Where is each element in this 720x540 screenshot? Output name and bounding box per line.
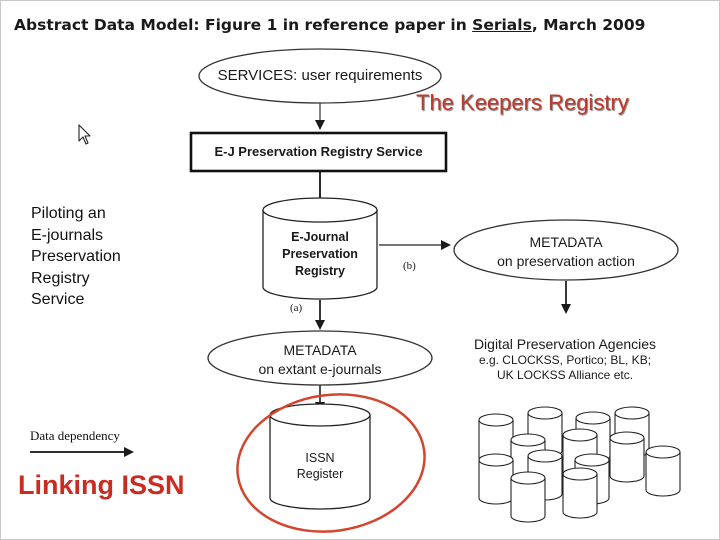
agencies-line-1: Digital Preservation Agencies	[473, 336, 657, 352]
meta-pres-line-1: METADATA	[529, 234, 603, 250]
meta-ext-line-1: METADATA	[283, 342, 357, 358]
database-cylinder-icon	[479, 454, 513, 504]
ejournal-line-2: Preservation	[282, 247, 358, 261]
side-line-4: Registry	[31, 269, 90, 287]
edge-label-b: (b)	[403, 260, 416, 272]
title-journal: Serials	[472, 16, 532, 34]
issn-line-1: ISSN	[305, 451, 335, 465]
edge-label-a: (a)	[290, 302, 303, 314]
metadata-extant-label	[220, 341, 420, 379]
database-cylinder-icon	[511, 472, 545, 522]
title-prefix: Abstract Data Model: Figure 1 in reference paper in	[14, 16, 473, 34]
mouse-pointer-icon	[78, 124, 92, 146]
side-line-2: E-journals	[31, 226, 104, 244]
database-cylinder-icon	[610, 432, 644, 482]
agencies-label	[460, 336, 670, 383]
issn-register-label	[270, 450, 370, 482]
side-text	[31, 203, 121, 311]
database-cluster	[479, 407, 680, 522]
legend-label: Data dependency	[30, 428, 120, 443]
registry-service-label: E-J Preservation Registry Service	[214, 144, 423, 159]
agencies-line-3: UK LOCKSS Alliance etc.	[496, 368, 634, 382]
metadata-preservation-label	[466, 233, 666, 271]
database-cylinder-icon	[646, 446, 680, 496]
side-line-5: Service	[31, 291, 85, 308]
meta-pres-line-2: on preservation action	[497, 253, 635, 269]
side-line-3: Preservation	[31, 248, 121, 265]
ejournal-registry-label	[263, 229, 377, 280]
linking-issn-label: Linking ISSN	[18, 470, 185, 500]
agencies-line-2: e.g. CLOCKSS, Portico; BL, KB;	[478, 353, 652, 367]
keepers-registry-label: The Keepers Registry	[416, 90, 629, 115]
database-cylinder-icon	[563, 468, 597, 518]
title-suffix: , March 2009	[531, 16, 646, 34]
ejournal-line-1: E-Journal	[291, 230, 349, 244]
meta-ext-line-2: on extant e-journals	[258, 361, 382, 377]
services-label: SERVICES: user requirements	[217, 67, 423, 84]
ejournal-line-3: Registry	[294, 264, 346, 278]
issn-line-2: Register	[296, 467, 344, 481]
side-line-1: Piloting an	[31, 205, 106, 222]
